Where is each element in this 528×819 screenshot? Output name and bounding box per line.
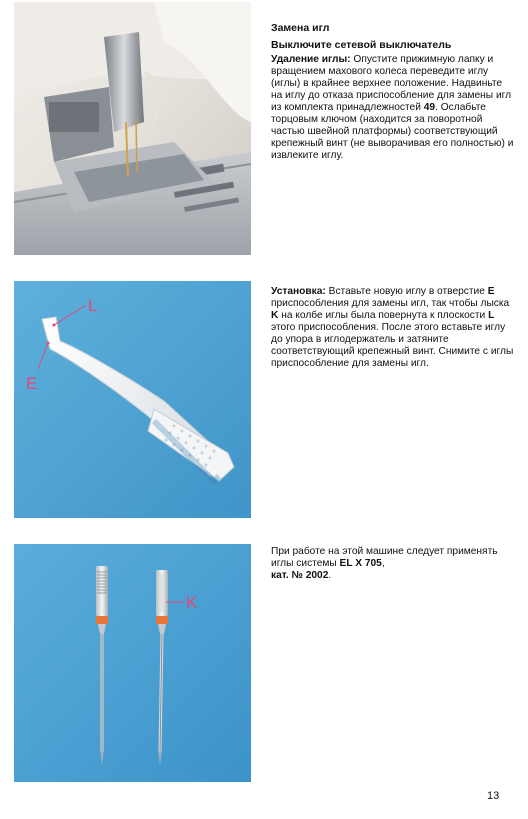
installation-text-1: Вставьте новую иглу в отверстие: [325, 286, 488, 297]
label-K: K: [186, 593, 198, 612]
removal-text-a: Опустите прижимную лапку и вращением махового колеса переведите иглу (иглы) в крайнее верхнее положение. Надвиньте на иглу до отказа приспособление для замены игл из комплекта принадлежностей: [271, 54, 512, 113]
needle-inserter-illustration: [14, 281, 251, 518]
needle-system-code: EL X 705: [339, 558, 382, 569]
warning-text: Выключите сетевой выключатель: [271, 39, 452, 51]
removal-label: Удаление иглы:: [271, 54, 351, 65]
catalog-number: кат. № 2002: [271, 570, 329, 581]
needle-system-paragraph: [271, 546, 516, 582]
needle-system-text-1: При работе на этой машине следует применять иглы системы: [271, 546, 498, 569]
accessory-reference: 49: [423, 102, 436, 113]
installation-text-3: на колбе иглы была повернута к плоскости: [278, 310, 489, 321]
section-needle-system: [271, 546, 516, 582]
needle-system-text-2: ,: [381, 558, 385, 569]
photo-needle-inserter-tool: [14, 281, 251, 518]
label-L: L: [88, 296, 98, 315]
ref-L: L: [488, 310, 495, 321]
ref-E: E: [487, 286, 495, 297]
section-needle-removal: [271, 22, 516, 162]
installation-text-4: этого приспособления. После этого вставьте иглу до упора в иглодержатель и затяните соответствующий крепежный винт. Снимите с иглы приспособление для замены игл.: [271, 322, 514, 369]
photo-needles: [14, 544, 251, 782]
label-E: E: [26, 374, 38, 393]
installation-paragraph: [271, 286, 516, 370]
removal-paragraph: [271, 54, 516, 162]
section-title: Замена игл: [271, 22, 330, 34]
photo-sewing-machine-needles: [14, 2, 251, 255]
ref-K: K: [271, 310, 279, 321]
page-number: 13: [487, 790, 500, 802]
sewing-machine-illustration: [14, 2, 251, 255]
needle-system-text-3: .: [328, 570, 332, 581]
installation-text-2: приспособления для замены игл, так чтобы лыска: [271, 298, 510, 309]
removal-text-b: . Ослабьте торцовым ключом (находится за поворотной частью швейной платформы) соответствующий крепежный винт (не выворачивая его полностью) и извлеките иглу.: [271, 102, 514, 161]
section-needle-installation: [271, 286, 516, 370]
needles-illustration: [14, 544, 251, 782]
installation-label: Установка:: [271, 286, 326, 297]
